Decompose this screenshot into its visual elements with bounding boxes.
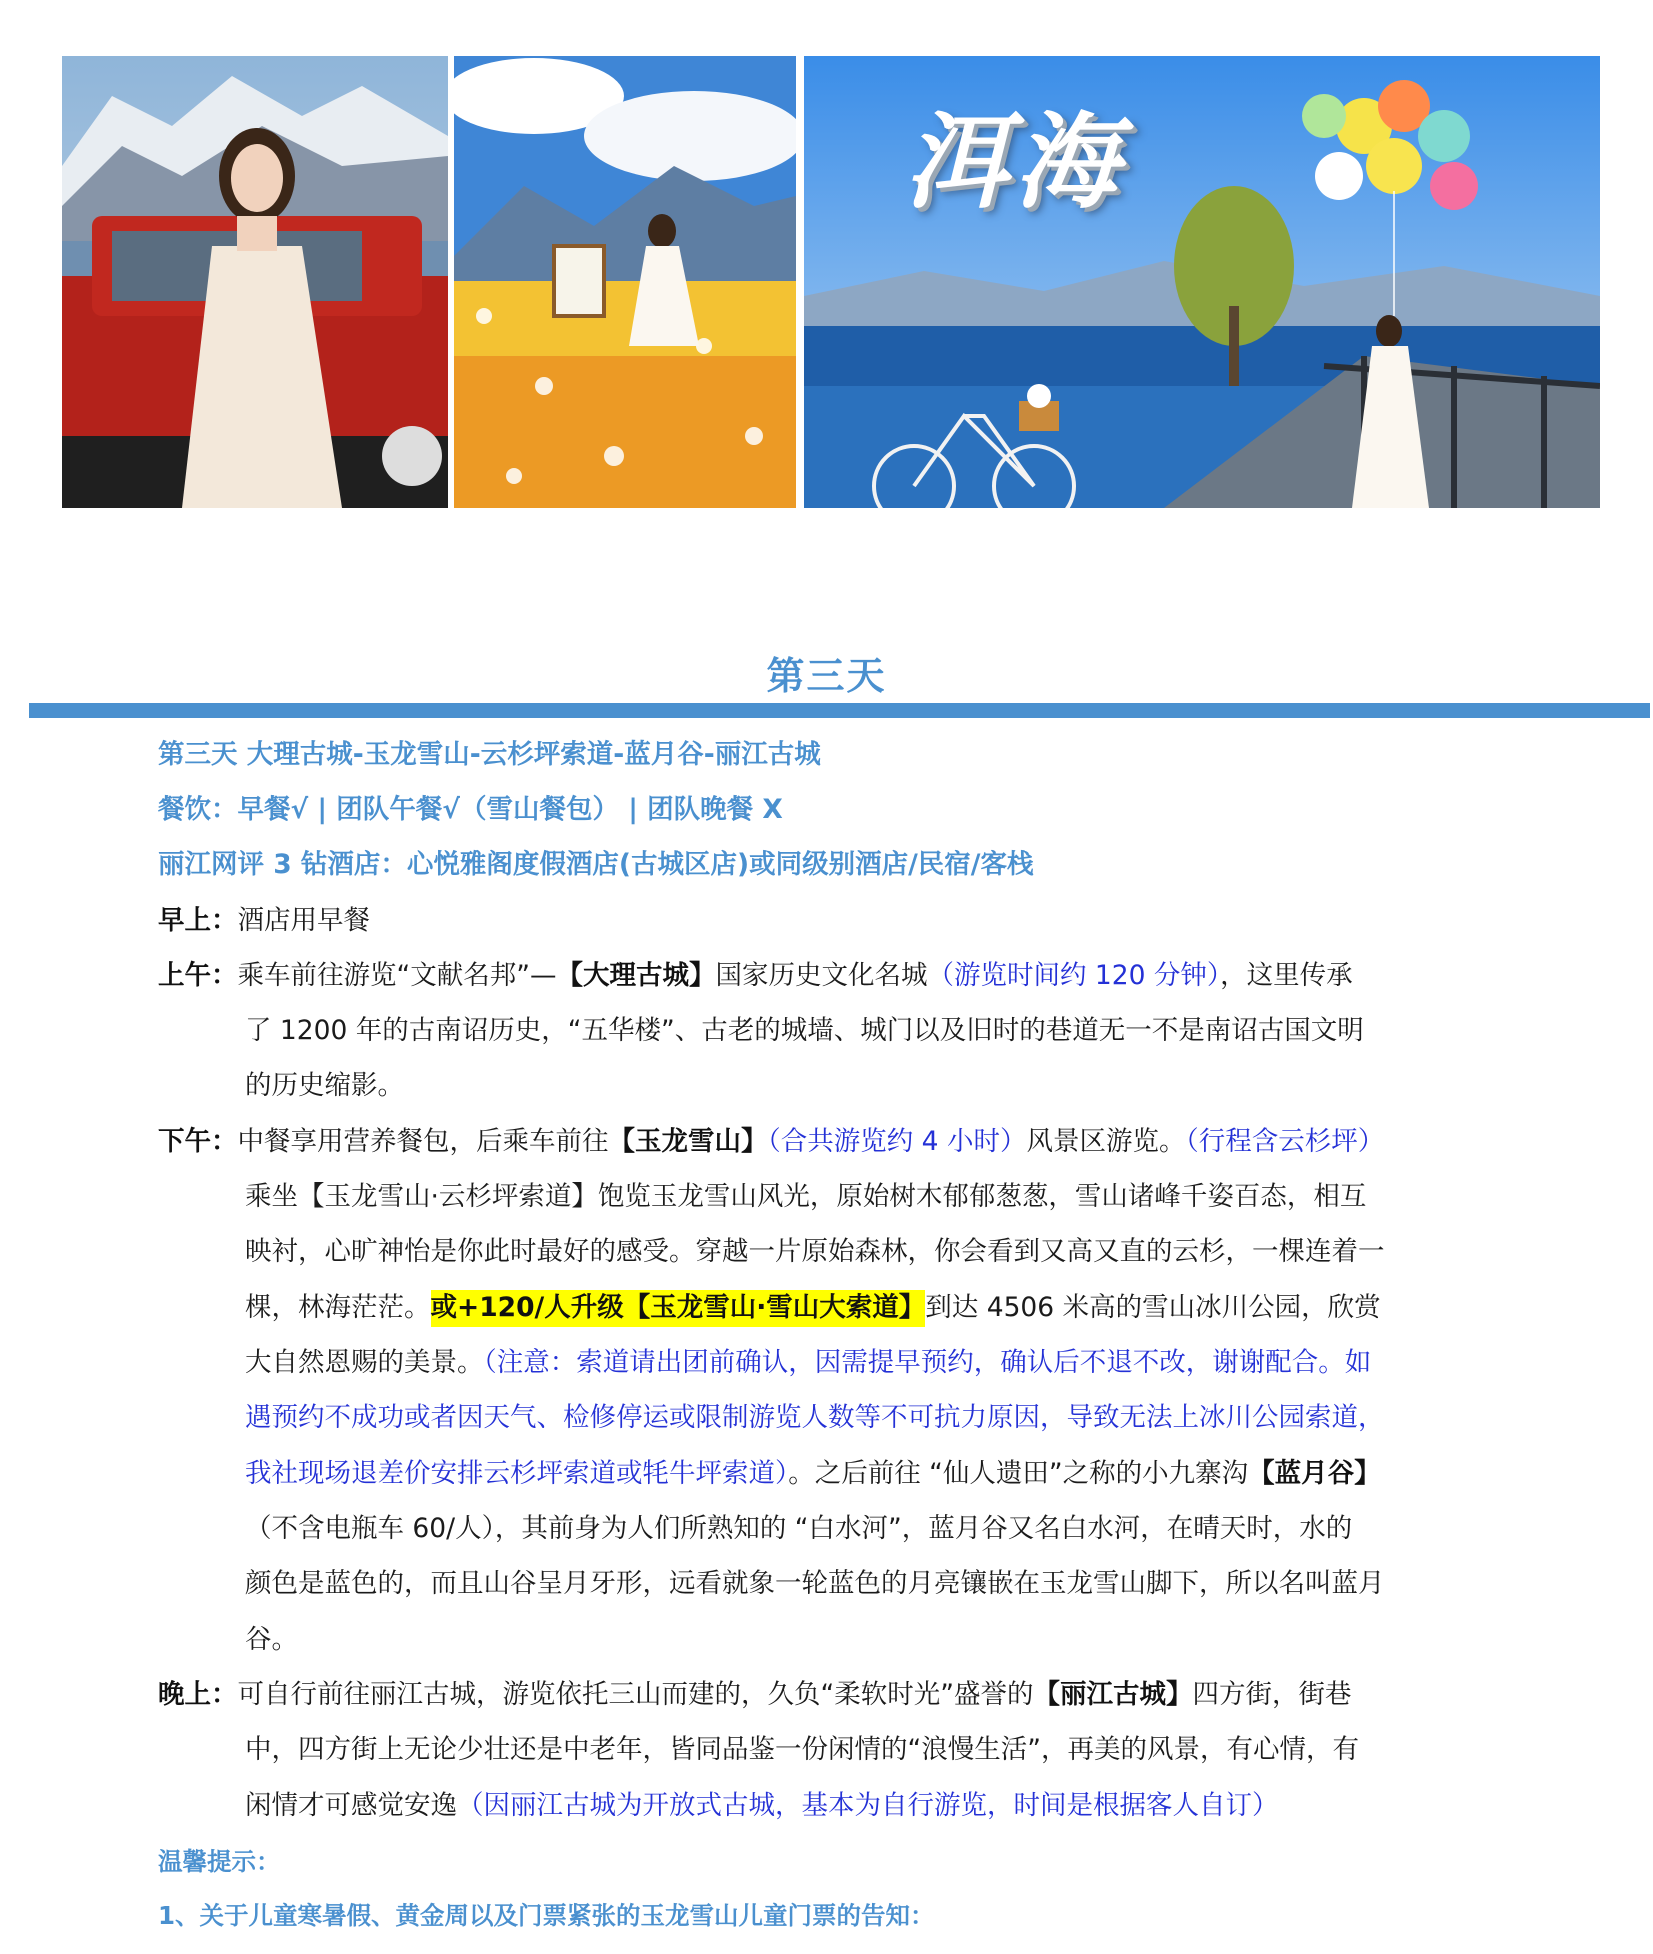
afternoon-line-10: 谷。 xyxy=(245,1624,298,1655)
afternoon-text-a: 中餐享用营养餐包，后乘车前往 xyxy=(237,1126,609,1157)
evening-line-2: 中，四方街上无论少壮还是中老年，皆同品鉴一份闲情的“浪慢生活”，再美的风景，有心情，有 xyxy=(245,1734,1359,1765)
heading-divider xyxy=(29,703,1650,718)
erhai-title-overlay: 洱海 xyxy=(904,100,1125,223)
route-line: 第三天 大理古城-玉龙雪山-云杉坪索道-蓝月谷-丽江古城 xyxy=(158,739,821,770)
afternoon-text-d: 风景区游览。 xyxy=(1026,1126,1186,1157)
forenoon-text-e: ，这里传承 xyxy=(1220,960,1353,991)
upgrade-highlight: 或+120/人升级【玉龙雪山·雪山大索道】 xyxy=(431,1290,926,1327)
evening-line-1 xyxy=(158,1675,1351,1715)
evening-line-3 xyxy=(245,1786,1279,1826)
forenoon-label: 上午： xyxy=(158,960,238,991)
tips-item-1: 1、关于儿童寒暑假、黄金周以及门票紧张的玉龙雪山儿童门票的告知： xyxy=(158,1901,935,1930)
afternoon-line-3: 映衬，心旷神怡是你此时最好的感受。穿越一片原始森林，你会看到又高又直的云杉，一棵连着一 xyxy=(245,1236,1385,1267)
morning-label: 早上： xyxy=(158,905,238,936)
afternoon-line-7 xyxy=(245,1454,1381,1494)
photo-erhai-lake xyxy=(804,56,1600,508)
day-heading: 第三天 xyxy=(766,654,887,698)
evening-text-c: 四方街，街巷 xyxy=(1192,1679,1352,1710)
afternoon-text-5a: 大自然恩赐的美景。 xyxy=(245,1347,484,1378)
morning-text: 酒店用早餐 xyxy=(237,905,370,936)
afternoon-text-7b: 。之后前往 “仙人遗田”之称的小九寨沟 xyxy=(788,1458,1249,1489)
forenoon-line-3: 的历史缩影。 xyxy=(245,1070,404,1101)
afternoon-line-8: （不含电瓶车 60/人），其前身为人们所熟知的 “白水河”，蓝月谷又名白水河，在晴天时，水的 xyxy=(245,1513,1353,1544)
yulong-snow-mountain: 【玉龙雪山】 xyxy=(608,1126,768,1157)
evening-note: （因丽江古城为开放式古城，基本为自行游览，时间是根据客人自订） xyxy=(457,1790,1279,1821)
evening-label: 晚上： xyxy=(158,1679,238,1710)
lijiang-old-town: 【丽江古城】 xyxy=(1033,1679,1193,1710)
afternoon-line-1 xyxy=(158,1122,1384,1162)
evening-text-3a: 闲情才可感觉安逸 xyxy=(245,1790,457,1821)
afternoon-includes: （行程含云杉坪） xyxy=(1185,1126,1385,1157)
forenoon-line-2: 了 1200 年的古南诏历史，“五华楼”、古老的城墙、城门以及旧时的巷道无一不是南诏古国文明 xyxy=(245,1015,1364,1046)
dali-old-town: 【大理古城】 xyxy=(556,960,716,991)
afternoon-line-4 xyxy=(245,1288,1381,1328)
afternoon-text-4a: 棵，林海茫茫。 xyxy=(245,1292,431,1323)
meals-line: 餐饮：早餐√ | 团队午餐√（雪山餐包） | 团队晚餐 X xyxy=(158,794,783,825)
afternoon-line-2: 乘坐【玉龙雪山·云杉坪索道】饱览玉龙雪山风光，原始树木郁郁葱葱，雪山诸峰千姿百态，相互 xyxy=(245,1181,1367,1212)
afternoon-line-5 xyxy=(245,1343,1371,1383)
forenoon-line-1 xyxy=(158,956,1353,996)
forenoon-text-a: 乘车前往游览“文献名邦”— xyxy=(237,960,557,991)
photo-woman-red-jeep xyxy=(62,56,448,508)
cableway-notice-start: （注意：索道请出团前确认，因需提早预约，确认后不退不改，谢谢配合。如 xyxy=(483,1347,1372,1378)
afternoon-line-9: 颜色是蓝色的，而且山谷呈月牙形，远看就象一轮蓝色的月亮镶嵌在玉龙雪山脚下，所以名叫蓝月 xyxy=(245,1568,1385,1599)
evening-text-a: 可自行前往丽江古城，游览依托三山而建的，久负“柔软时光”盛誉的 xyxy=(237,1679,1034,1710)
photo-flower-field-painting xyxy=(454,56,796,508)
blue-moon-valley: 【蓝月谷】 xyxy=(1248,1458,1381,1489)
cableway-notice-end: 我社现场退差价安排云杉坪索道或牦牛坪索道） xyxy=(245,1458,789,1489)
tips-title: 温馨提示： xyxy=(158,1847,281,1876)
afternoon-text-4c: 到达 4506 米高的雪山冰川公园，欣赏 xyxy=(925,1292,1381,1323)
forenoon-duration: （游览时间约 120 分钟） xyxy=(927,960,1221,991)
hotel-line: 丽江网评 3 钻酒店：心悦雅阁度假酒店(古城区店)或同级别酒店/民宿/客栈 xyxy=(158,849,1034,880)
morning-block xyxy=(158,901,370,941)
cableway-notice-line: 遇预约不成功或者因天气、检修停运或限制游览人数等不可抗力原因，导致无法上冰川公园索道， xyxy=(245,1402,1385,1433)
afternoon-label: 下午： xyxy=(158,1126,238,1157)
forenoon-text-c: 国家历史文化名城 xyxy=(715,960,928,991)
afternoon-duration: （合共游览约 4 小时） xyxy=(767,1126,1027,1157)
